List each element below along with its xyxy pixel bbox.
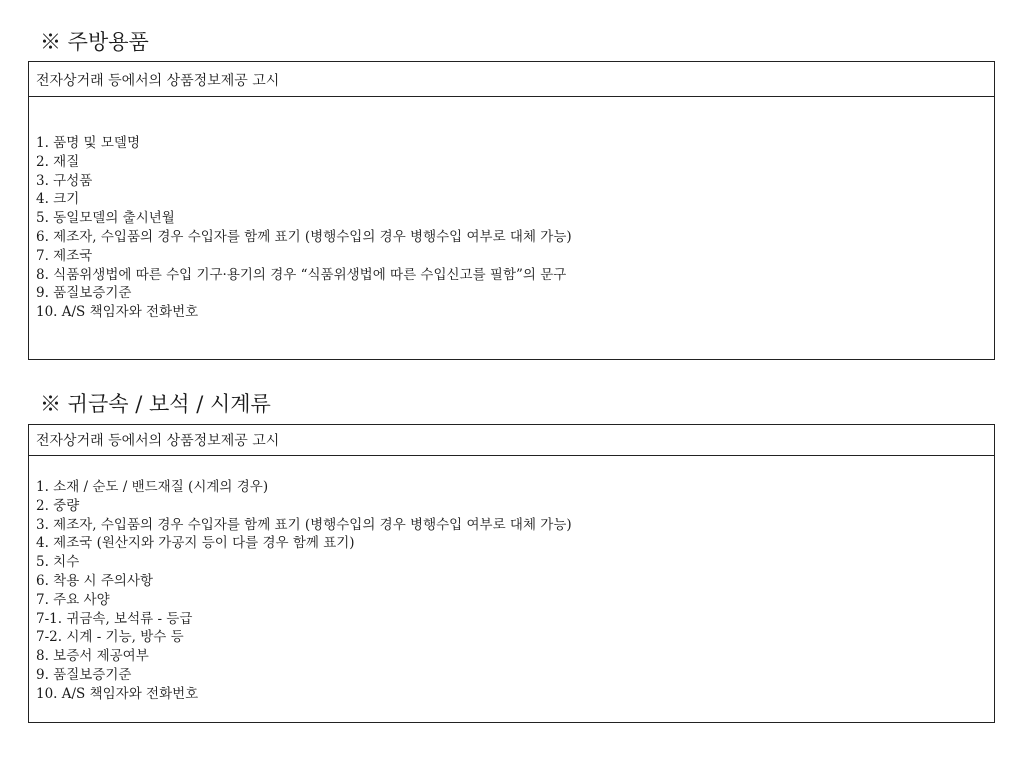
notice-box-jewelry-watches (28, 424, 995, 723)
notice-list-item: 7-1. 귀금속, 보석류 - 등급 (36, 610, 193, 627)
notice-list-item: 8. 보증서 제공여부 (36, 648, 149, 665)
notice-list-item: 1. 소재 / 순도 / 밴드재질 (시계의 경우) (36, 479, 269, 495)
notice-list-item: 2. 재질 (36, 153, 80, 170)
notice-list-item: 4. 크기 (36, 191, 80, 208)
notice-item-list (29, 97, 994, 322)
notice-list-item: 7-2. 시계 - 기능, 방수 등 (36, 629, 184, 646)
notice-list-item: 5. 치수 (36, 554, 80, 571)
notice-item-list (29, 456, 994, 704)
notice-list-item: 1. 품명 및 모델명 (36, 135, 140, 151)
notice-list-item: 6. 착용 시 주의사항 (36, 572, 154, 589)
notice-list-item: 3. 구성품 (36, 172, 93, 189)
section-title-kitchenware: ※ 주방용품 (40, 30, 149, 54)
notice-list-item: 9. 품질보증기준 (36, 666, 132, 683)
notice-list-item: 7. 주요 사양 (36, 591, 110, 608)
notice-list-item: 7. 제조국 (36, 247, 93, 264)
notice-list-item: 10. A/S 책임자와 전화번호 (36, 304, 199, 321)
notice-box-kitchenware (28, 61, 995, 360)
notice-list-item: 4. 제조국 (원산지와 가공지 등이 다를 경우 함께 표기) (36, 535, 355, 552)
section-title-jewelry-watches: ※ 귀금속 / 보석 / 시계류 (40, 392, 271, 416)
notice-list-item: 6. 제조자, 수입품의 경우 수입자를 함께 표기 (병행수입의 경우 병행수입 여부로 대체 가능) (36, 228, 572, 245)
notice-list-item: 5. 동일모델의 출시년월 (36, 210, 175, 227)
notice-list-item: 8. 식품위생법에 따른 수입 기구·용기의 경우 “식품위생법에 따른 수입신고를 필함”의 문구 (36, 266, 567, 283)
notice-box-header: 전자상거래 등에서의 상품정보제공 고시 (29, 62, 994, 97)
notice-list-item: 10. A/S 책임자와 전화번호 (36, 685, 199, 702)
notice-box-header: 전자상거래 등에서의 상품정보제공 고시 (29, 425, 994, 456)
notice-list-item: 3. 제조자, 수입품의 경우 수입자를 함께 표기 (병행수입의 경우 병행수입 여부로 대체 가능) (36, 516, 572, 533)
notice-list-item: 2. 중량 (36, 497, 80, 514)
notice-list-item: 9. 품질보증기준 (36, 285, 132, 302)
